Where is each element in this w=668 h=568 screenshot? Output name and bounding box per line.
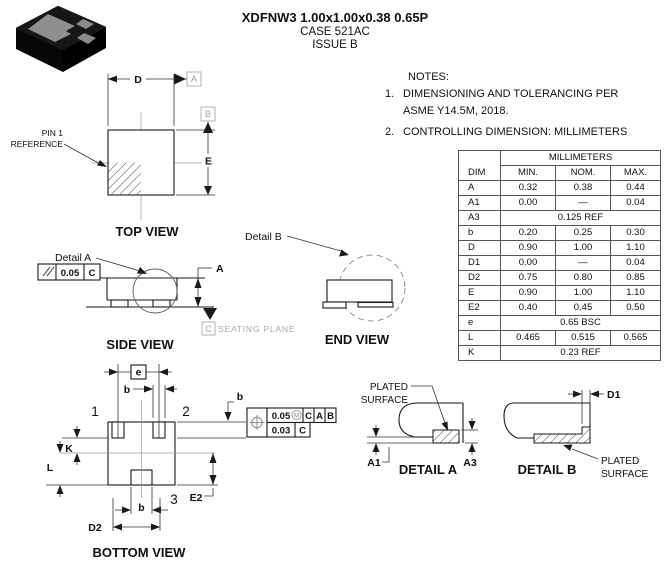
col-header-min: MIN. [501, 166, 556, 181]
dim-L-label: L [46, 462, 54, 474]
position-tolerance: 0.05 [271, 411, 291, 422]
position-datum2: C [299, 425, 306, 437]
dim-e-label: e [135, 366, 142, 379]
arrowhead [590, 391, 599, 398]
parallelism-datum: C [88, 268, 96, 279]
pin-3-number: 3 [170, 492, 178, 507]
leader-arrowhead [97, 160, 107, 167]
plated-surface-label: PLATED [601, 456, 640, 467]
leader-arrowhead [563, 445, 573, 452]
top-view-label: TOP VIEW [115, 224, 179, 239]
position-datum-2: A [316, 411, 323, 422]
dim-A1-label: A1 [367, 457, 381, 469]
arrowhead [373, 428, 380, 437]
dim-D2-label: D2 [88, 522, 102, 534]
seating-plane-datum-triangle [203, 308, 217, 320]
table-row: E2 0.40 0.45 0.50 [459, 301, 661, 316]
datum-b-label: B [204, 109, 212, 119]
arrowhead [74, 429, 81, 438]
arrowhead [165, 386, 174, 393]
arrowhead [108, 76, 117, 83]
top-view [11, 72, 215, 239]
seating-plane-label: SEATING PLANE [218, 324, 296, 334]
table-row: K 0.23 REF [459, 346, 661, 361]
position-tolerance-2: 0.03 [271, 425, 291, 437]
plated-surface-label: PLATED [369, 382, 408, 393]
pin1-hatch-area [108, 163, 141, 196]
dim-b-label: b [138, 502, 145, 514]
datum-b-flag [201, 107, 215, 133]
pin-1-number: 1 [91, 404, 99, 419]
arrowhead [573, 391, 582, 398]
detail-b-label: DETAIL B [517, 462, 577, 477]
arrowhead [122, 507, 131, 514]
bottom-view-label: BOTTOM VIEW [92, 545, 186, 560]
position-control-frame [247, 408, 336, 437]
pin1-reference-label: PIN 1 [41, 128, 63, 138]
notes-heading: NOTES: [408, 71, 449, 83]
side-view-label: SIDE VIEW [106, 337, 174, 352]
page-title: XDFNW3 1.00x1.00x0.38 0.65P [241, 10, 429, 25]
plated-surface-label: SURFACE [360, 395, 408, 406]
dim-A3-label: A3 [463, 457, 477, 469]
arrowhead [469, 421, 476, 430]
arrowhead [159, 369, 168, 376]
datum-a-label: A [190, 74, 198, 84]
datum-c-label: C [205, 324, 212, 334]
detail-a-callout: Detail A [55, 252, 92, 264]
arrowhead [195, 278, 202, 288]
arrowhead [57, 485, 64, 494]
note-1-line2: ASME Y14.5M, 2018. [403, 105, 509, 117]
table-row: A3 0.125 REF [459, 211, 661, 226]
pin1-reference-label: REFERENCE [10, 139, 63, 149]
arrowhead [469, 443, 476, 452]
table-row: L 0.465 0.515 0.565 [459, 331, 661, 346]
arrowhead [195, 297, 202, 307]
note-2-line1: CONTROLLING DIMENSION: MILLIMETERS [403, 126, 628, 138]
table-row: A1 0.00 — 0.04 [459, 196, 661, 211]
plated-pad-hatch [433, 430, 459, 443]
detail-a-label: DETAIL A [398, 462, 458, 477]
table-row: E 0.90 1.00 1.10 [459, 286, 661, 301]
position-datum-3: B [327, 411, 334, 422]
col-header-nom: NOM. [556, 166, 611, 181]
dim-D1-label: D1 [607, 389, 621, 401]
arrowhead [151, 524, 160, 531]
col-header-max: MAX. [611, 166, 661, 181]
arrowhead [57, 444, 64, 453]
arrowhead [373, 443, 380, 452]
side-view [38, 252, 295, 352]
datum-a-flag [174, 72, 201, 86]
arrowhead [74, 453, 81, 462]
table-row: b 0.20 0.25 0.30 [459, 226, 661, 241]
position-datum-1: C [305, 411, 312, 422]
dim-E2-label: E2 [189, 492, 203, 504]
table-row: D2 0.75 0.80 0.85 [459, 271, 661, 286]
arrowhead [210, 475, 217, 485]
leader-arrowhead [225, 412, 232, 421]
note-1-line1: DIMENSIONING AND TOLERANCING PER [403, 88, 619, 100]
pin-2-number: 2 [182, 404, 190, 419]
detail-b-view [504, 389, 649, 480]
leader-arrowhead [137, 267, 147, 274]
table-row: e 0.65 BSC [459, 316, 661, 331]
parallelism-tolerance: 0.05 [60, 268, 80, 279]
dim-D-label: D [134, 74, 142, 86]
units-header: MILLIMETERS [501, 151, 661, 166]
case-number: CASE 521AC [300, 26, 370, 38]
table-row: D1 0.00 — 0.04 [459, 256, 661, 271]
note-2-number: 2. [385, 126, 395, 138]
mmc-modifier-label: M [293, 412, 300, 420]
issue-revision: ISSUE B [312, 39, 358, 51]
dim-E-label: E [204, 155, 213, 168]
plated-pad-hatch [534, 427, 590, 443]
dim-K-label: K [65, 443, 73, 455]
dim-A-label: A [216, 263, 224, 275]
datum-arrow-icon [203, 122, 213, 133]
arrowhead [144, 386, 153, 393]
arrowhead [210, 453, 217, 463]
table-row: A 0.32 0.38 0.44 [459, 181, 661, 196]
end-view-label: END VIEW [324, 332, 390, 347]
parallelism-control-frame [38, 264, 100, 280]
dim-b-label: b [236, 391, 244, 403]
datum-c-flag [202, 322, 215, 335]
note-1-number: 1. [385, 88, 395, 100]
detail-b-callout: Detail B [245, 231, 282, 243]
arrowhead [113, 524, 122, 531]
datum-arrow-icon [174, 74, 186, 85]
col-header-dim: DIM [459, 151, 501, 181]
plated-surface-label: SURFACE [601, 469, 649, 480]
detail-a-view [361, 382, 478, 477]
arrowhead [204, 186, 212, 195]
table-row: D 0.90 1.00 1.10 [459, 241, 661, 256]
bottom-view [46, 364, 336, 560]
arrowhead [109, 369, 118, 376]
dim-b-label: b [123, 384, 131, 396]
